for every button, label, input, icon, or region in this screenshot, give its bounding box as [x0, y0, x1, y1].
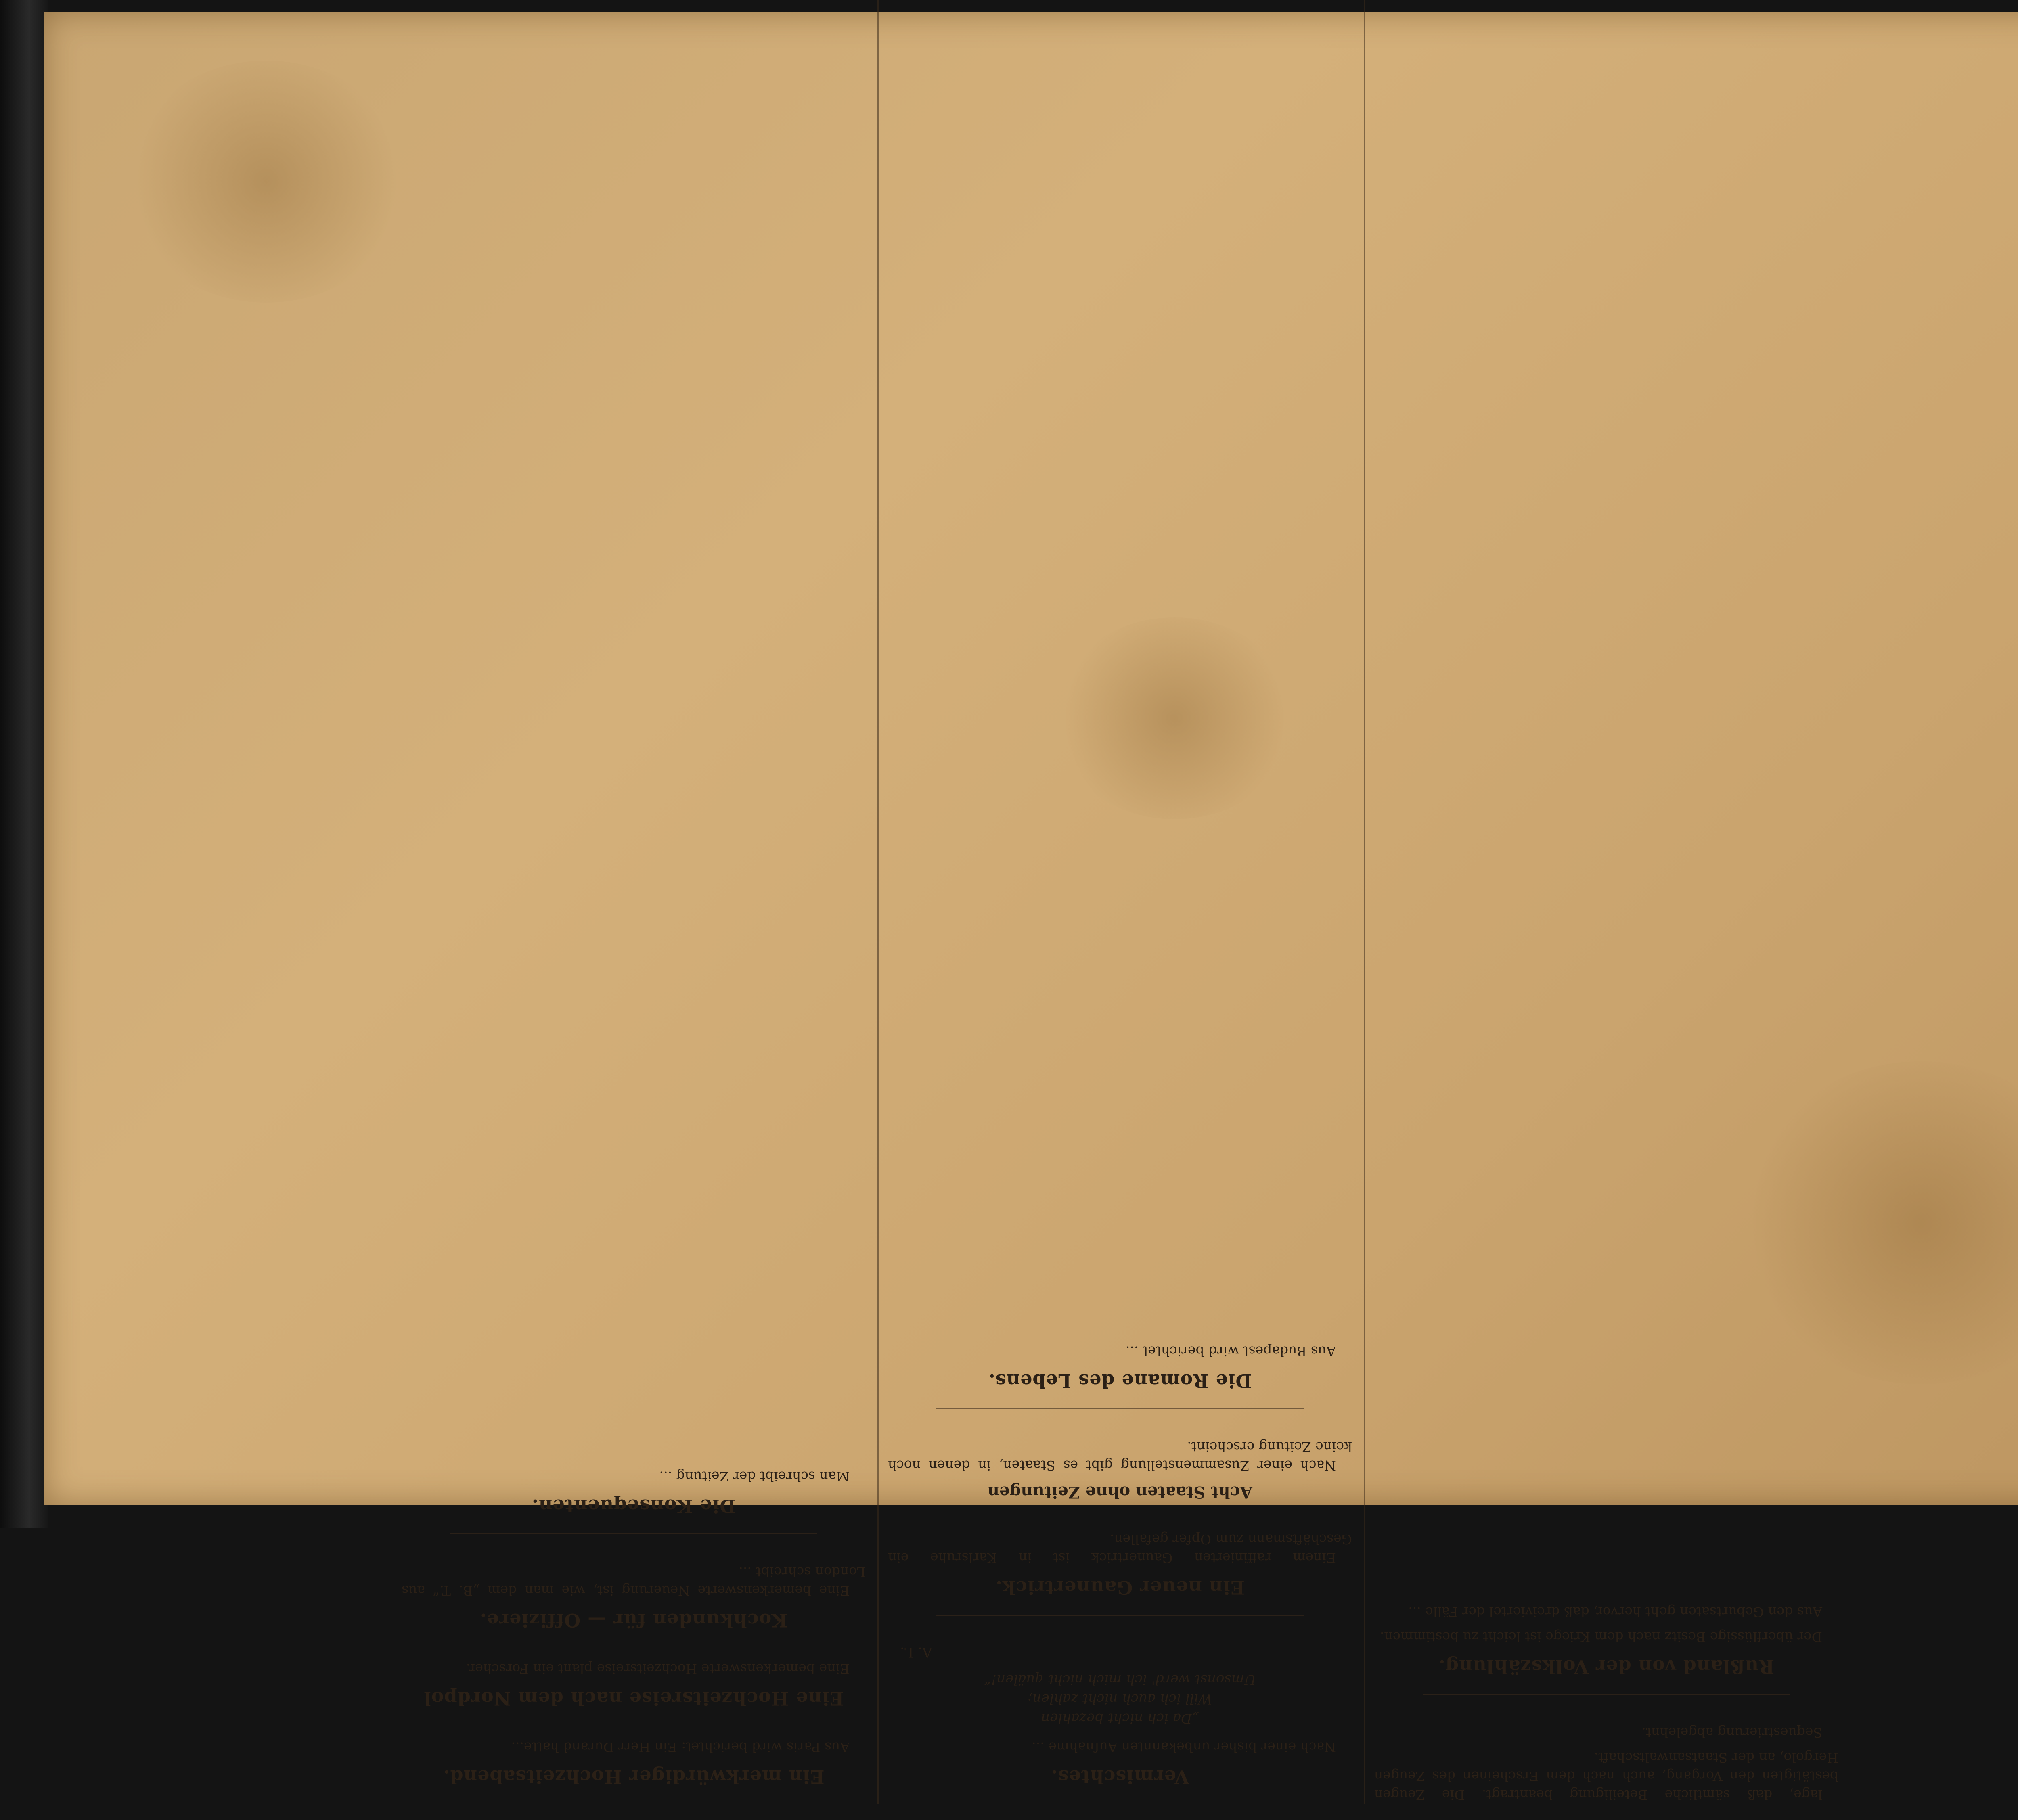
- author-signature: A. L.: [900, 1644, 932, 1660]
- article-title: Vermischtes.: [1051, 1766, 1189, 1788]
- column-left: [1374, 0, 1838, 1804]
- poem-line: Umsonst werd' ich mich nicht quälen!“: [984, 1671, 1256, 1688]
- article-title: Ein merkwürdiger Hochzeitsabend.: [443, 1766, 825, 1788]
- poem-line: „Da ich nicht bezahlen: [1041, 1710, 1199, 1726]
- rotated-print-area: [385, 0, 1855, 1820]
- article-paragraph: lage, daß sämtliche Beteiligung beantragt. Die Zeugen bestätigten den Vorgang, auch nach dem Erscheinen des Zeugen Hergolo, an der Staatsanwaltschaft.: [1374, 1750, 1838, 1803]
- article-zeitungen: [888, 1437, 1352, 1502]
- article-romane: [888, 1342, 1352, 1392]
- article-continuation: [1374, 1723, 1838, 1804]
- article-paragraph: Man schreibt der Zeitung ...: [659, 1469, 850, 1484]
- article-title: Rußland von der Volkszählung.: [1438, 1656, 1775, 1678]
- article-title: Eine Hochzeitsreise nach dem Nordpol: [423, 1688, 844, 1709]
- column-right: [402, 0, 866, 1804]
- article-title: Acht Staaten ohne Zeitungen: [987, 1483, 1253, 1502]
- article-hochzeitsabend: [402, 1738, 866, 1788]
- article-paragraph: Aus den Geburtsaten geht hervor, daß dreiviertel der Fälle ...: [1408, 1604, 1822, 1620]
- book-spine-shadow: [0, 0, 48, 1528]
- section-rule: [936, 1408, 1304, 1409]
- section-rule: [450, 1533, 817, 1534]
- article-gauner: [888, 1530, 1352, 1598]
- column-middle: [888, 0, 1352, 1804]
- article-title: Die Konsequenten.: [531, 1495, 736, 1517]
- article-paragraph: Der überflüssige Besitz nach dem Kriege ist leicht zu bestimmen.: [1380, 1629, 1822, 1645]
- section-rule: [1423, 1694, 1790, 1695]
- poem-block: [888, 1670, 1352, 1728]
- article-census: [1374, 1602, 1838, 1678]
- article-nordpol: [402, 1659, 866, 1709]
- poem-line: Will ich auch nicht zahlen;: [1028, 1691, 1212, 1707]
- article-title: Kochkunden für — Offiziere.: [479, 1609, 788, 1631]
- newspaper-page: [44, 12, 2018, 1803]
- article-paragraph: Einem raffinierten Gaunertrick ist in Karlsruhe ein Geschäftsmann zum Opfer gefallen.: [888, 1531, 1352, 1566]
- article-paragraph: Aus Paris wird berichtet: Ein Herr Durand hatte...: [511, 1739, 850, 1755]
- article-title: Ein neuer Gaunertrick.: [995, 1577, 1245, 1598]
- article-paragraph: Nach einer bisher unbekannten Aufnahme ...: [1032, 1739, 1336, 1755]
- article-offiziere: [402, 1563, 866, 1631]
- article-paragraph: Sequestrierung abgelehnt.: [1641, 1725, 1822, 1741]
- article-paragraph: Aus Budapest wird berichtet ...: [1125, 1343, 1336, 1359]
- column-divider: [877, 0, 879, 1804]
- article-konsequenten: [402, 1467, 866, 1517]
- article-miscellany: [888, 1644, 1352, 1788]
- article-paragraph: Eine bemerkenswerte Hochzeitsreise plant ein Forscher.: [466, 1661, 850, 1677]
- article-title: Die Romane des Lebens.: [988, 1370, 1252, 1392]
- article-paragraph: Eine bemerkenswerte Neuerung ist, wie man dem „B. T.“ aus London schreibt ...: [402, 1564, 866, 1598]
- paper-stain: [125, 61, 408, 303]
- section-rule: [936, 1615, 1304, 1616]
- article-paragraph: Nach einer Zusammenstellung gibt es Staaten, in denen noch keine Zeitung erscheint.: [888, 1439, 1352, 1473]
- column-divider: [1364, 0, 1365, 1804]
